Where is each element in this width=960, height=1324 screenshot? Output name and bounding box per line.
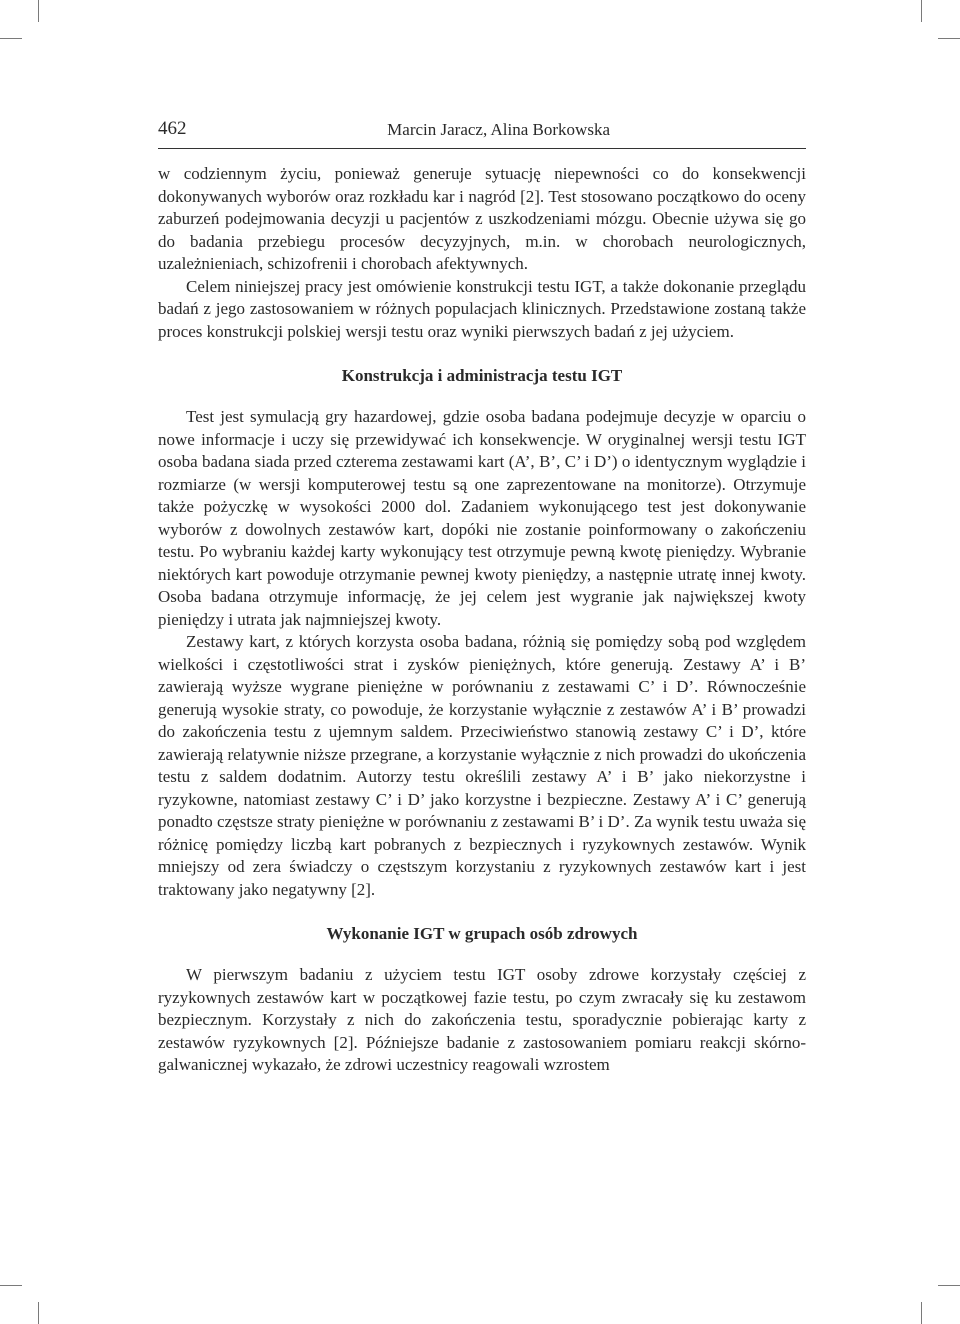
paragraph: Test jest symulacją gry hazardowej, gdzie osoba badana podejmuje decyzje w oparciu o nowe informacje i uczy się przewidywać ich konsekwencje. W oryginalnej wersji testu IGT osoba badana siada przed czterema zestawami kart (A’, B’, C’ i D’) o identycznym wyglądzie i rozmiarze (w wersji komputerowej testu są one zaprezentowane na monitorze). Otrzymuje także pożyczkę w wysokości 2000 dol. Zadaniem wykonującego test jest dokonywanie wyborów z dowolnych zestawów kart, dopóki nie zostanie poinformowany o zakończeniu testu. Po wybraniu każdej karty wykonujący test otrzymuje pewną kwotę pieniędzy. Wybranie niektórych kart powoduje otrzymanie pewnej kwoty pieniędzy, a następnie utratę innej kwoty. Osoba badana otrzymuje informację, że jej celem jest wygranie jak największej kwoty pieniędzy i utrata jak najmniejszej kwoty. bbox=[158, 407, 806, 629]
section-heading: Wykonanie IGT w grupach osób zdrowych bbox=[326, 924, 638, 943]
crop-mark bbox=[938, 38, 960, 39]
paragraph: Zestawy kart, z których korzysta osoba badana, różnią się pomiędzy sobą pod względem wielkości i częstotliwości strat i zysków pieniężnych, które generują. Zestawy A’ i B’ zawierają wyższe wygrane pieniężne w porównaniu z zestawami C’ i D’. Równocześnie generują wysokie straty, co powoduje, że korzystanie wyłącznie z zestawów A’ i B’ prowadzi do zakończenia testu z ujemnym saldem. Przeciwieństwo stanowią zestawy C’ i D’, które zawierają relatywnie niższe przegrane, a korzystanie wyłącznie z nich prowadzi do ukończenia testu z saldem dodatnim. Autorzy testu określili zestawy A’ i B’ jako niekorzystne i ryzykowne, natomiast zestawy C’ i D’ jako korzystne i bezpieczne. Zestawy A’ i C’ generują ponadto częstsze straty pieniężne w porównaniu z zestawami B’ i D’. Za wynik testu uważa się różnicę pomiędzy liczbą kart pobranych z bezpiecznych i ryzykownych zestawów. Wynik mniejszy od zera świadczy o częstszym korzystaniu z ryzykownych zestawów kart i jest traktowany jako negatywny [2]. bbox=[158, 632, 806, 899]
page-header bbox=[158, 118, 806, 149]
paragraph: Celem niniejszej pracy jest omówienie konstrukcji testu IGT, a także dokonanie przeglądu badań z jego zastosowaniem w różnych populacjach klinicznych. Przedstawione zostaną także proces konstrukcji polskiej wersji testu oraz wyniki pierwszych badań z jej użyciem. bbox=[158, 276, 806, 341]
crop-mark bbox=[921, 1302, 922, 1324]
section-heading: Konstrukcja i administracja testu IGT bbox=[341, 366, 623, 385]
crop-mark bbox=[0, 38, 22, 39]
paragraph: w codziennym życiu, ponieważ generuje sytuację niepewności co do konsekwencji dokonywanych wyborów oraz rozkładu kar i nagród [2]. Test stosowano początkowo do oceny zaburzeń podejmowania decyzji u pacjentów z uszkodzeniami mózgu. Obecnie używa się go do badania przebiegu procesów decyzyjnych, m.in. w chorobach neurologicznych, uzależnieniach, schizofrenii i chorobach afektywnych. bbox=[158, 164, 806, 273]
crop-mark bbox=[38, 0, 39, 22]
crop-mark bbox=[38, 1302, 39, 1324]
crop-mark bbox=[938, 1285, 960, 1286]
page-number: 462 bbox=[158, 118, 187, 139]
running-head-authors: Marcin Jaracz, Alina Borkowska bbox=[387, 120, 610, 139]
article-body bbox=[158, 163, 806, 1077]
crop-mark bbox=[0, 1285, 22, 1286]
paragraph: W pierwszym badaniu z użyciem testu IGT osoby zdrowe korzystały częściej z ryzykownych zestawów kart w początkowej fazie testu, po czym zwracały się ku zestawom bezpiecznym. Korzystały z nich do zakończenia testu, sporadycznie pobierając karty z zestawów ryzykownych [2]. Późniejsze badanie z zastosowaniem pomiaru reakcji skórno-galwanicznej wykazało, że zdrowi uczestnicy reagowali wzrostem bbox=[158, 965, 806, 1074]
crop-mark bbox=[921, 0, 922, 22]
